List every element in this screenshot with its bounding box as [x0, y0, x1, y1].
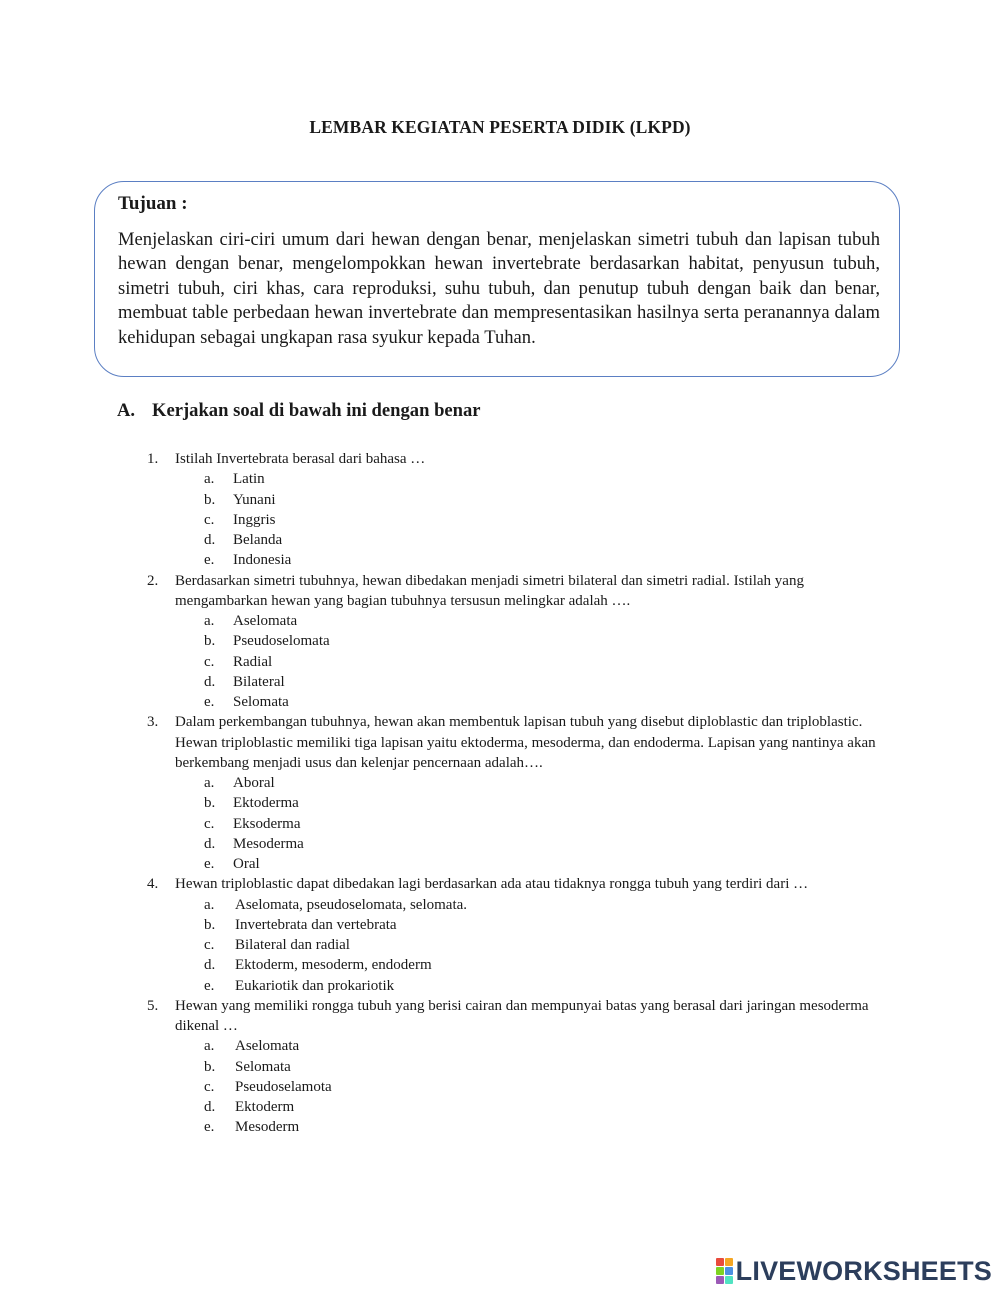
answer-option[interactable] [0, 834, 1000, 854]
option-letter: a. [204, 471, 215, 488]
question-list [0, 449, 1000, 1138]
tujuan-heading: Tujuan : [118, 193, 188, 214]
option-letter: a. [204, 775, 215, 791]
option-text: Aselomata [233, 613, 298, 629]
option-letter: d. [204, 957, 216, 974]
option-letter: c. [204, 937, 215, 953]
option-text: Ektoderma [233, 795, 299, 812]
question-number: 5. [147, 997, 159, 1014]
answer-option[interactable] [0, 672, 1000, 692]
option-text: Belanda [233, 532, 283, 548]
logo-block [725, 1258, 733, 1266]
logo-block [725, 1267, 733, 1275]
option-text: Selomata [235, 1058, 291, 1075]
brand-text: LIVEWORKSHEETS [735, 1255, 992, 1286]
answer-option[interactable] [0, 1097, 1000, 1117]
option-letter: a. [204, 896, 215, 913]
answer-option[interactable] [0, 1057, 1000, 1077]
logo-block [716, 1258, 724, 1266]
option-text: Oral [233, 856, 260, 872]
option-text: Eksoderma [233, 815, 301, 832]
option-letter: c. [204, 1078, 215, 1095]
answer-option[interactable] [0, 935, 1000, 955]
option-letter: b. [204, 916, 216, 933]
answer-option[interactable] [0, 976, 1000, 996]
option-letter: d. [204, 1099, 216, 1115]
section-title: Kerjakan soal di bawah ini dengan benar [152, 400, 481, 421]
option-text: Latin [233, 471, 265, 488]
option-letter: a. [204, 1038, 215, 1055]
option-text: Bilateral [233, 673, 285, 690]
option-letter: c. [204, 511, 215, 528]
question-text: Istilah Invertebrata berasal dari bahasa … [175, 451, 426, 467]
option-letter: c. [204, 653, 215, 670]
liveworksheets-icon [716, 1258, 733, 1284]
logo-block [716, 1276, 724, 1284]
document-title: LEMBAR KEGIATAN PESERTA DIDIK (LKPD) [309, 117, 691, 137]
option-text: Indonesia [233, 552, 292, 569]
option-letter: b. [204, 1058, 216, 1075]
tujuan-text: Menjelaskan ciri-ciri umum dari hewan dengan benar, menjelaskan simetri tubuh dan lapisan tubuh hewan dengan benar, mengelompokkan hewan invertebrate berdasarkan habitat, penyusun tubuh, simetri tubuh, ciri khas, cara reproduksi, suhu tubuh, dan penutup tubuh dengan baik dan benar, membuat table perbedaan hewan invertebrate dan mempresentasikan hasilnya serta peranannya dalam kehidupan sebagai ungkapan rasa syukur kepada Tuhan. [118, 229, 880, 348]
option-text: Pseudoselamota [235, 1078, 332, 1095]
answer-option[interactable] [0, 1077, 1000, 1097]
liveworksheets-logo[interactable] [716, 1256, 992, 1286]
option-letter: d. [204, 835, 216, 852]
question-2 [0, 571, 1000, 713]
section-heading [117, 400, 481, 422]
question-number: 3. [147, 714, 159, 731]
option-letter: c. [204, 815, 215, 832]
answer-option[interactable] [0, 692, 1000, 712]
option-text: Mesoderm [235, 1119, 300, 1136]
answer-option[interactable] [0, 469, 1000, 489]
question-4 [0, 874, 1000, 996]
answer-option[interactable] [0, 1117, 1000, 1137]
option-text: Ektoderm [235, 1099, 295, 1115]
option-letter: a. [204, 613, 215, 629]
answer-option[interactable] [0, 490, 1000, 510]
question-text: Hewan yang memiliki rongga tubuh yang berisi cairan dan mempunyai batas yang berasal dari jaringan mesoderma dikenal … [175, 997, 869, 1034]
question-1 [0, 449, 1000, 571]
question-number: 2. [147, 572, 159, 589]
answer-option[interactable] [0, 652, 1000, 672]
option-text: Radial [233, 653, 273, 670]
option-text: Ektoderm, mesoderm, endoderm [235, 957, 432, 974]
question-text: Dalam perkembangan tubuhnya, hewan akan membentuk lapisan tubuh yang disebut diploblastic dan triploblastic. Hewan triploblastic memiliki tiga lapisan yaitu ektoderma, mesoderma, dan endoderma. Lapisan yang nantinya akan berkembang menjadi usus dan kelenjar pencernaan adalah…. [175, 714, 876, 771]
answer-option[interactable] [0, 773, 1000, 793]
option-letter: b. [204, 633, 216, 650]
answer-option[interactable] [0, 915, 1000, 935]
question-5 [0, 996, 1000, 1138]
option-text: Mesoderma [233, 835, 304, 852]
question-number: 1. [147, 451, 159, 467]
option-letter: e. [204, 977, 215, 994]
option-letter: e. [204, 552, 215, 569]
answer-option[interactable] [0, 611, 1000, 631]
answer-option[interactable] [0, 955, 1000, 975]
logo-block [725, 1276, 733, 1284]
option-text: Selomata [233, 694, 289, 710]
option-text: Aboral [233, 775, 275, 791]
logo-block [716, 1267, 724, 1275]
option-letter: e. [204, 694, 215, 710]
answer-option[interactable] [0, 1036, 1000, 1056]
answer-option[interactable] [0, 550, 1000, 570]
tujuan-box [94, 181, 900, 377]
option-letter: e. [204, 856, 215, 872]
answer-option[interactable] [0, 854, 1000, 874]
question-text: Berdasarkan simetri tubuhnya, hewan dibedakan menjadi simetri bilateral dan simetri radial. Istilah yang mengambarkan hewan yang bagian tubuhnya tersusun melingkar adalah …. [175, 572, 804, 609]
option-letter: b. [204, 491, 216, 508]
option-text: Invertebrata dan vertebrata [235, 916, 397, 933]
option-letter: d. [204, 532, 216, 548]
answer-option[interactable] [0, 631, 1000, 651]
answer-option[interactable] [0, 510, 1000, 530]
option-letter: e. [204, 1119, 215, 1136]
option-text: Bilateral dan radial [235, 937, 350, 953]
option-text: Pseudoselomata [233, 633, 330, 650]
option-text: Inggris [233, 511, 276, 528]
option-text: Eukariotik dan prokariotik [235, 977, 395, 994]
option-text: Aselomata, pseudoselomata, selomata. [235, 896, 468, 913]
answer-option[interactable] [0, 530, 1000, 550]
answer-option[interactable] [0, 895, 1000, 915]
question-text: Hewan triploblastic dapat dibedakan lagi berdasarkan ada atau tidaknya rongga tubuh yang terdiri dari … [175, 876, 809, 893]
option-text: Yunani [233, 491, 276, 508]
answer-option[interactable] [0, 793, 1000, 813]
option-letter: b. [204, 795, 216, 812]
question-number: 4. [147, 876, 159, 893]
option-letter: d. [204, 673, 216, 690]
question-3 [0, 712, 1000, 874]
answer-option[interactable] [0, 814, 1000, 834]
option-text: Aselomata [235, 1038, 300, 1055]
section-letter: A. [117, 400, 136, 421]
